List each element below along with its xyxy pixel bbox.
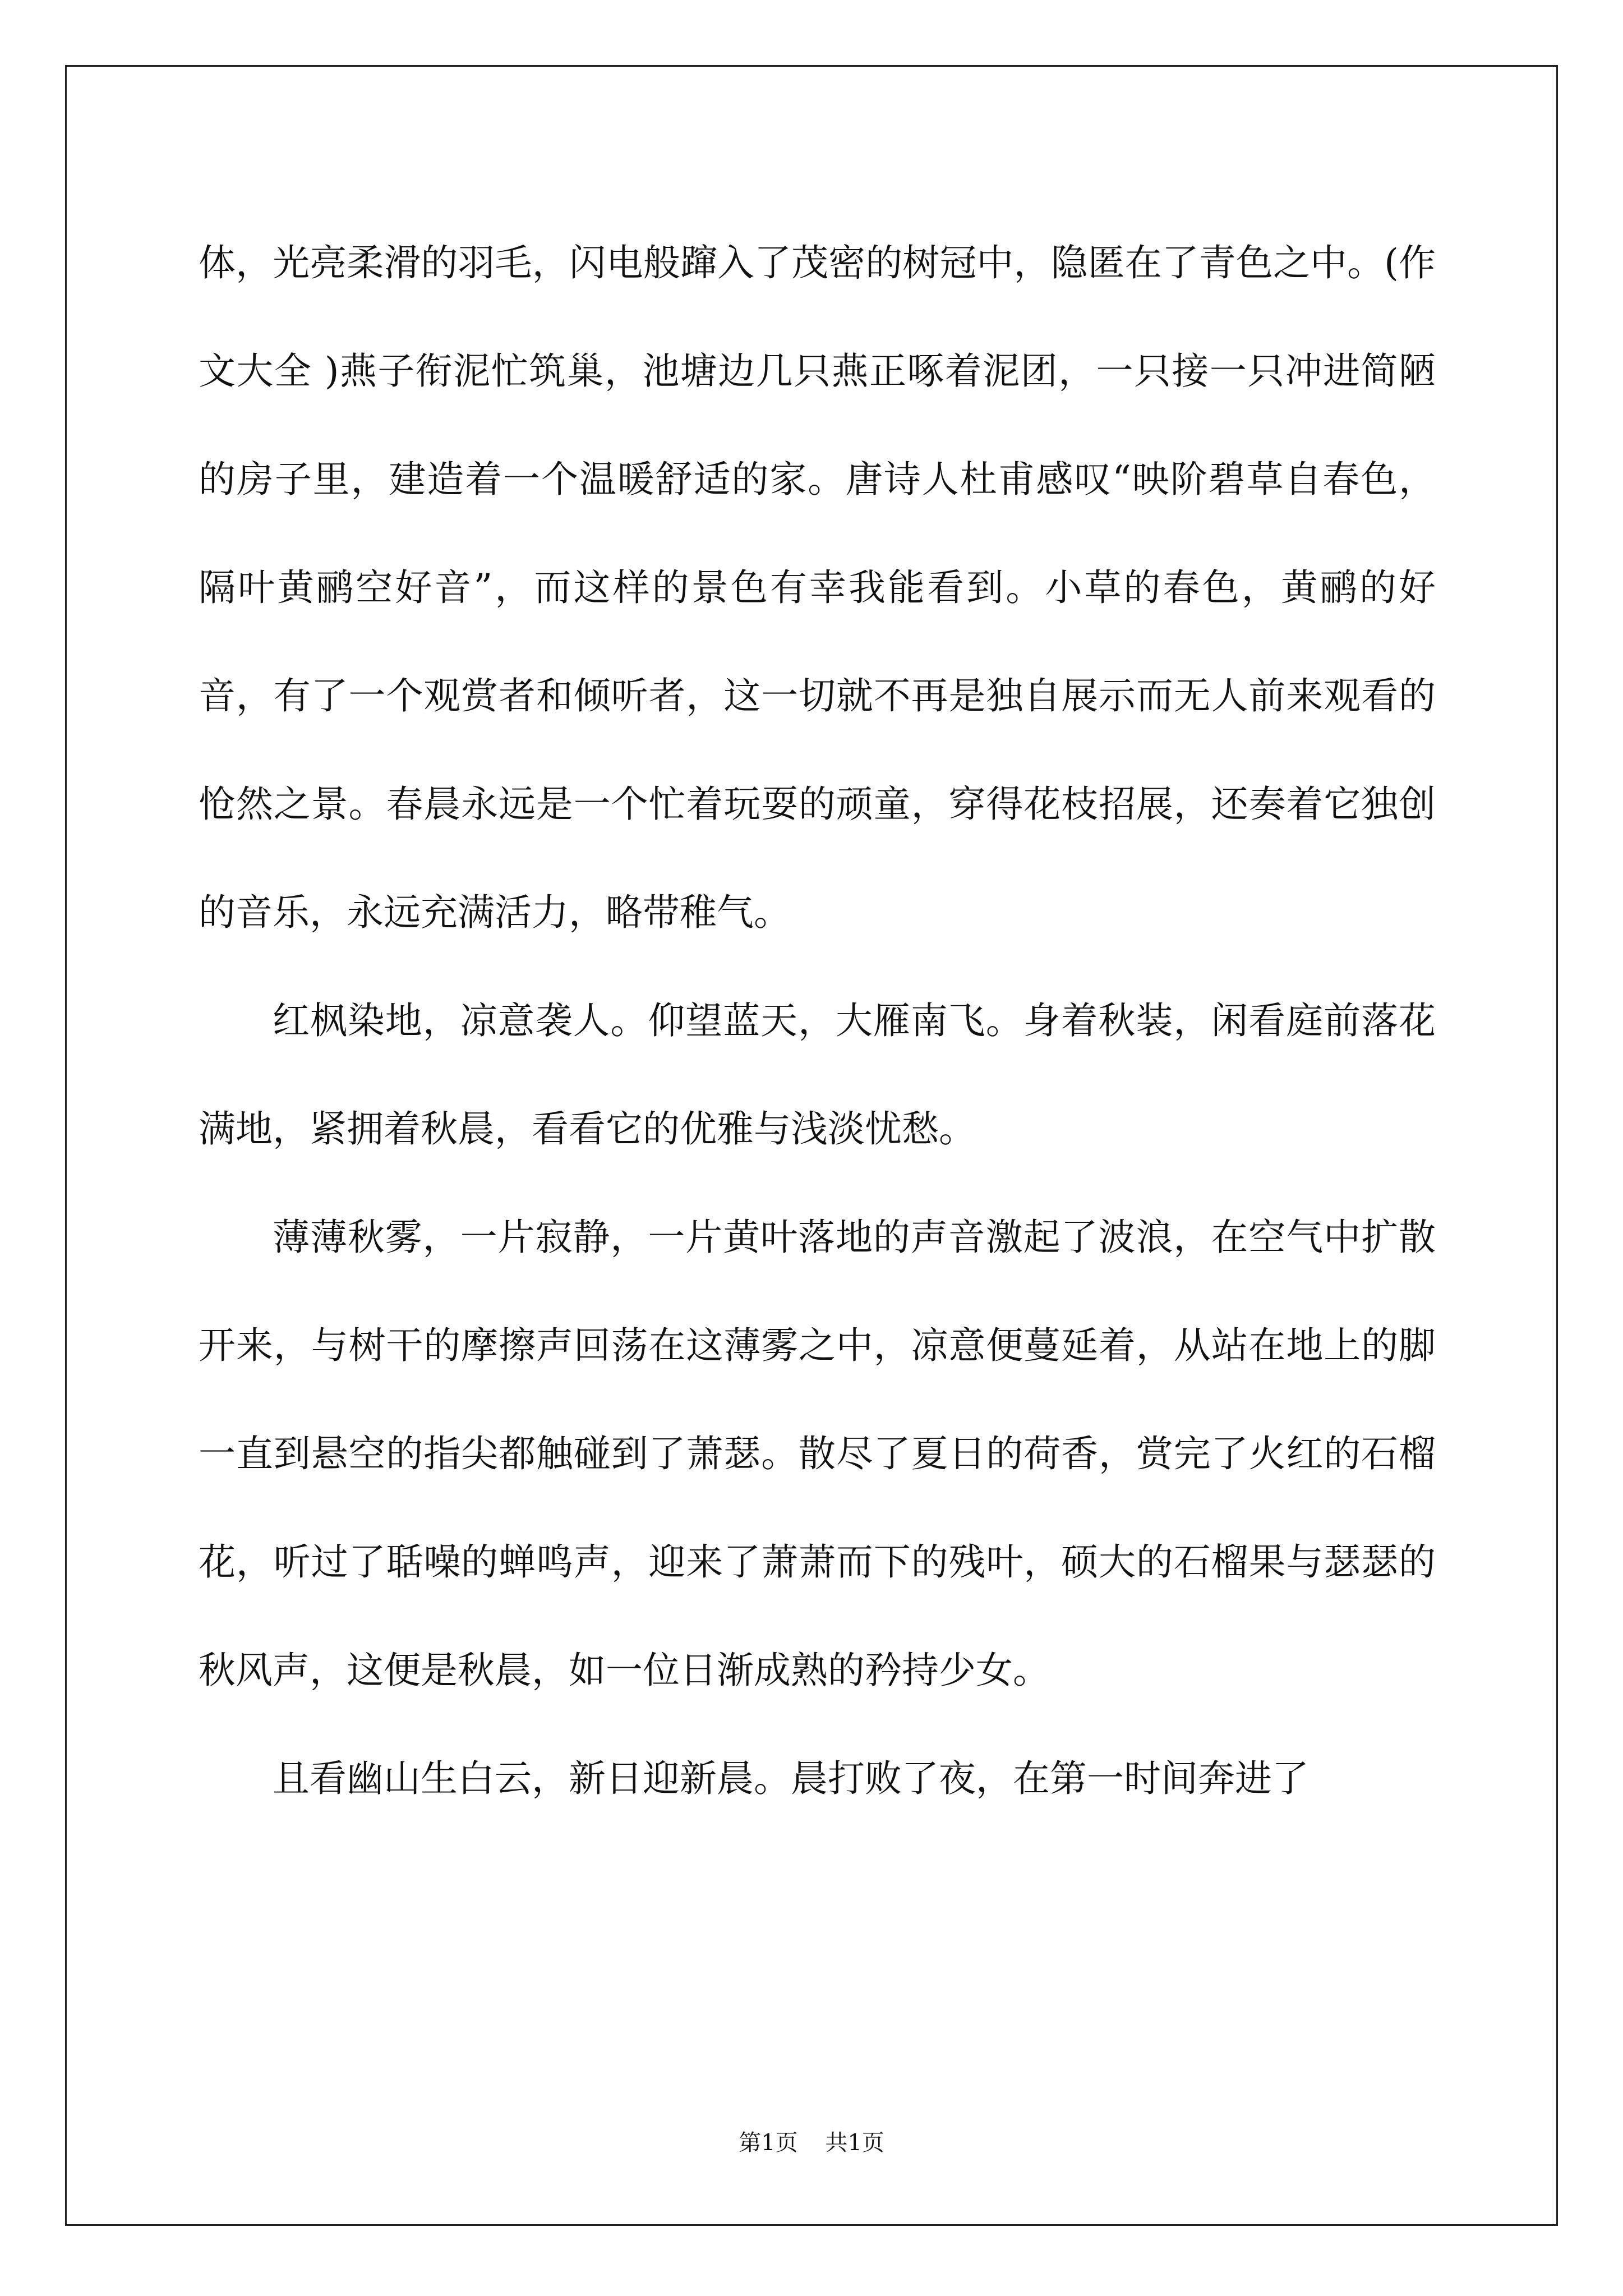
paragraph-2: 红枫染地，凉意袭人。仰望蓝天，大雁南飞。身着秋装，闲看庭前落花满地，紧拥着秋晨，看看它的优雅与浅淡忧愁。: [199, 999, 1436, 1151]
page-number-total: 共1页: [825, 2130, 884, 2156]
page-footer: [0, 2125, 1623, 2157]
document-body: [199, 209, 1436, 1833]
paragraph-4: 且看幽山生白云，新日迎新晨。晨打败了夜，在第一时间奔进了: [273, 1757, 1309, 1800]
paragraph-1: 体，光亮柔滑的羽毛，闪电般蹿入了茂密的树冠中，隐匿在了青色之中。(作文大全 )燕子衔泥忙筑巢，池塘边几只燕正啄着泥团，一只接一只冲进简陋的房子里，建造着一个温暖舒适的家。唐诗人杜甫感叹“映阶碧草自春色，隔叶黄鹂空好音”，而这样的景色有幸我能看到。小草的春色，黄鹂的好音，有了一个观赏者和倾听者，这一切就不再是独自展示而无人前来观看的怆然之景。春晨永远是一个忙着玩耍的顽童，穿得花枝招展，还奏着它独创的音乐，永远充满活力，略带稚气。: [199, 241, 1436, 934]
paragraph-3: 薄薄秋雾，一片寂静，一片黄叶落地的声音激起了波浪，在空气中扩散开来，与树干的摩擦声回荡在这薄雾之中，凉意便蔓延着，从站在地上的脚一直到悬空的指尖都触碰到了萧瑟。散尽了夏日的荷香，赏完了火红的石榴花，听过了聒噪的蝉鸣声，迎来了萧萧而下的残叶，硕大的石榴果与瑟瑟的秋风声，这便是秋晨，如一位日渐成熟的矜持少女。: [199, 1216, 1436, 1692]
page-number-current: 第1页: [739, 2130, 798, 2156]
